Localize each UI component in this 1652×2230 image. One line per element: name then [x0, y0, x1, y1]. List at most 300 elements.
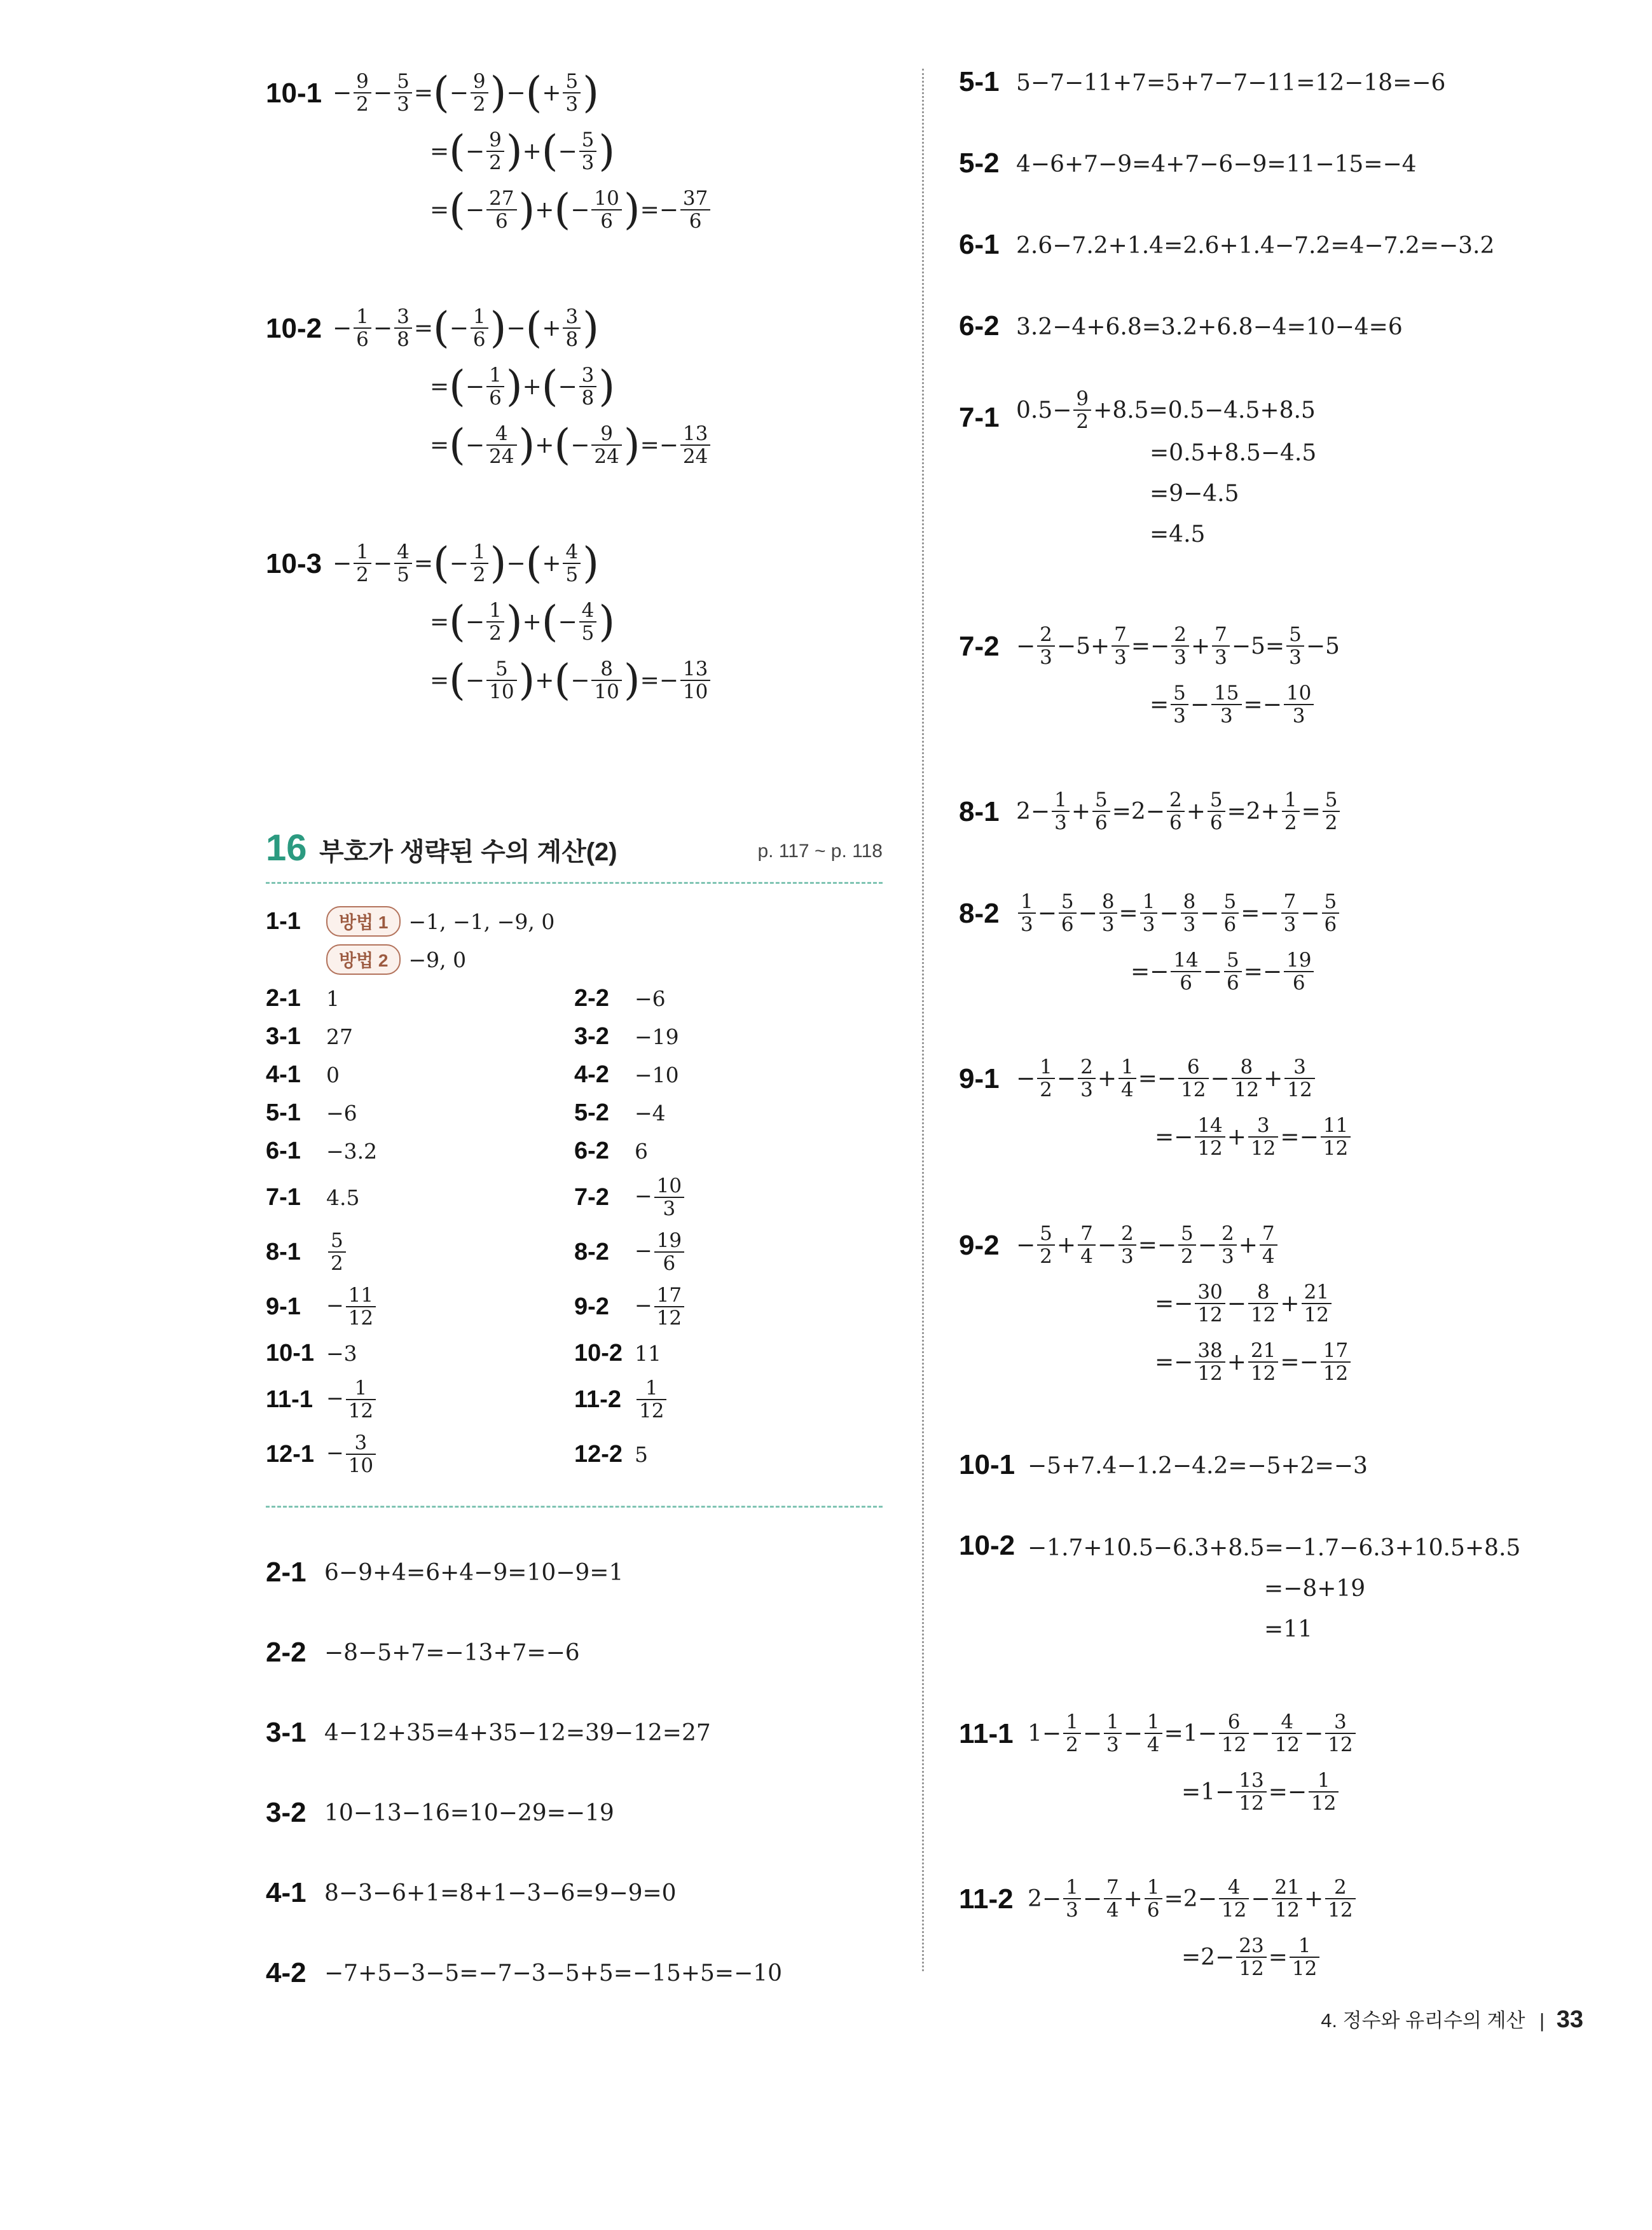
problem-label: 10-1 [266, 78, 322, 109]
fraction [680, 658, 710, 703]
equation-line [959, 1274, 1353, 1333]
math-text: − [1300, 900, 1320, 926]
denominator: 3 [1181, 912, 1199, 935]
answer-value [635, 1175, 686, 1220]
math-text: − [506, 79, 526, 106]
math-text: − [373, 315, 393, 341]
denominator: 5 [394, 563, 412, 586]
equation-line [959, 432, 1316, 473]
right-paren: ) [506, 362, 523, 411]
answer-cell [574, 1279, 686, 1334]
fraction [354, 71, 371, 115]
math-text: −5 [1305, 633, 1340, 659]
section-divider-bottom [266, 1506, 883, 1508]
answer-row [266, 1372, 883, 1427]
answer-cell [266, 1334, 357, 1372]
fraction [1236, 1770, 1266, 1814]
numerator: 23 [1239, 1934, 1264, 1957]
math-text: + [1280, 1290, 1300, 1317]
equation-line [266, 64, 712, 122]
equation: 6−9+4=6+4−9=10−9=1 [324, 1559, 624, 1586]
equation-line [959, 675, 1340, 734]
math-text: − [1210, 1065, 1230, 1092]
right-paren: ) [623, 185, 640, 234]
denominator: 3 [1078, 1078, 1096, 1101]
math-text: =− [1138, 1065, 1177, 1092]
numerator: 4 [495, 422, 508, 445]
math-text: =− [1138, 1232, 1177, 1258]
numerator: 3 [565, 305, 579, 328]
equation [959, 1869, 1358, 1986]
denominator: 6 [591, 209, 621, 232]
answer-value [326, 1230, 348, 1274]
right-paren: ) [490, 68, 507, 117]
answer-cell [574, 1132, 648, 1170]
math-text: − [1078, 900, 1098, 926]
denominator: 3 [1219, 1244, 1237, 1267]
math-text: = [1301, 798, 1321, 825]
math-text: =− [1280, 1124, 1319, 1150]
problem-label: 7-2 [574, 1183, 609, 1211]
math-text: −10 [635, 1062, 679, 1087]
problem-label: 5-2 [574, 1099, 609, 1126]
problem-label: 8-1 [266, 1238, 301, 1265]
method-row-2 [266, 940, 883, 979]
answer-cell [266, 1017, 353, 1056]
denominator: 3 [1063, 1898, 1081, 1921]
math-text: − [1227, 1290, 1246, 1317]
fraction [1321, 1340, 1351, 1384]
math-text: = [430, 609, 450, 635]
denominator: 12 [637, 1399, 666, 1422]
numerator: 13 [1239, 1768, 1264, 1792]
math-text: + [522, 138, 542, 165]
method-2-badge: 방법 2 [326, 944, 401, 975]
answer-row [266, 1017, 883, 1056]
numerator: 1 [1142, 890, 1155, 913]
equation-line [959, 226, 1494, 265]
numerator: 14 [1173, 948, 1199, 972]
math-text: − [449, 79, 469, 106]
fraction [394, 541, 412, 586]
fraction [1224, 949, 1242, 994]
numerator: 1 [356, 305, 369, 328]
math-text: = [413, 79, 433, 106]
answer-cell [266, 1427, 378, 1482]
fraction [1286, 624, 1304, 668]
equation [959, 308, 1403, 346]
math-text: − [1190, 691, 1210, 718]
answer-cell [574, 1017, 679, 1056]
math-text: 4.5 [326, 1185, 360, 1210]
numerator: 3 [354, 1431, 368, 1454]
math-text: −3.2 [326, 1138, 378, 1164]
math-text: =0.5+8.5−4.5 [1150, 439, 1317, 466]
fraction [1104, 1876, 1122, 1921]
equation [959, 145, 1417, 183]
fraction [1284, 1056, 1314, 1101]
denominator: 12 [1219, 1733, 1249, 1756]
answer-cell [574, 979, 666, 1017]
fraction [680, 188, 710, 232]
left-paren: ( [541, 362, 558, 411]
equation [959, 1527, 1520, 1649]
denominator: 10 [346, 1454, 376, 1476]
section-divider-top [266, 882, 883, 884]
problem-label: 7-1 [266, 1183, 301, 1211]
denominator: 2 [1282, 811, 1300, 834]
math-text: =− [1131, 958, 1169, 985]
problem-label: 10-1 [266, 1339, 315, 1366]
page-number: 33 [1556, 2006, 1583, 2033]
right-paren: ) [490, 303, 507, 352]
math-text: + [535, 667, 554, 694]
right-paren: ) [518, 420, 535, 469]
left-paren: ( [541, 597, 558, 646]
footer-separator: | [1539, 2009, 1545, 2032]
problem-label: 6-2 [959, 310, 1000, 341]
math-text: − [1016, 633, 1036, 659]
denominator: 3 [654, 1197, 684, 1220]
answer-rows [266, 979, 883, 1482]
numerator: 7 [1262, 1222, 1275, 1245]
fraction [1272, 1711, 1302, 1756]
denominator: 3 [1037, 645, 1055, 668]
denominator: 12 [346, 1399, 376, 1422]
method-1-badge: 방법 1 [326, 906, 401, 937]
denominator: 6 [1171, 971, 1201, 994]
quick-answers [266, 903, 883, 1482]
math-text: − [333, 550, 352, 577]
answer-value [635, 1024, 679, 1049]
right-paren: ) [490, 539, 507, 588]
equation [266, 64, 712, 239]
math-text: − [1197, 1232, 1217, 1258]
answer-value [635, 1377, 668, 1422]
denominator: 3 [1212, 645, 1230, 668]
math-text: − [373, 79, 393, 106]
equation [959, 226, 1494, 265]
math-text: 2− [1016, 798, 1050, 825]
right-paren: ) [506, 127, 523, 176]
fraction [1018, 891, 1036, 935]
math-text: − [1097, 1232, 1117, 1258]
problem-label: 10-2 [574, 1339, 623, 1366]
denominator: 8 [394, 327, 412, 350]
problem-label: 11-1 [959, 1718, 1014, 1749]
math-text: + [1097, 1065, 1117, 1092]
answer-value [635, 1284, 686, 1329]
problem-label: 5-2 [959, 148, 1000, 179]
equation-line [959, 145, 1417, 183]
denominator: 2 [1323, 811, 1340, 834]
math-text: + [1123, 1885, 1143, 1912]
fraction [1167, 789, 1185, 834]
fraction [1119, 1223, 1136, 1267]
math-text: = [1150, 691, 1169, 718]
math-text: =− [1241, 900, 1279, 926]
denominator: 12 [1309, 1791, 1339, 1814]
equation: 8−3−6+1=8+1−3−6=9−9=0 [324, 1880, 677, 1906]
math-text: − [449, 315, 469, 341]
problem-label: 11-2 [574, 1386, 621, 1413]
math-text: + [1238, 1232, 1258, 1258]
math-text: − [1016, 1065, 1036, 1092]
fraction [1140, 891, 1158, 935]
equation-line [959, 1049, 1353, 1108]
equation-line [959, 1763, 1358, 1821]
answer-cell [266, 1056, 340, 1094]
numerator: 37 [682, 186, 708, 210]
numerator: 1 [1040, 1055, 1052, 1078]
fraction [486, 600, 504, 644]
fraction [1325, 1711, 1355, 1756]
answer-row [266, 1279, 883, 1334]
numerator: 1 [1146, 1710, 1160, 1733]
problem-label: 3-1 [266, 1022, 301, 1050]
fraction [1322, 891, 1340, 935]
numerator: 1 [472, 305, 486, 328]
denominator: 24 [591, 444, 621, 467]
problem-label: 7-1 [959, 402, 1000, 433]
fraction [1325, 1876, 1355, 1921]
answer-cell [326, 940, 466, 979]
fraction [1112, 624, 1129, 668]
fraction [1073, 388, 1091, 432]
math-text: =2− [1164, 1885, 1217, 1912]
equation-line [959, 1108, 1353, 1166]
numerator: 4 [565, 540, 579, 563]
numerator: 1 [1106, 1710, 1119, 1733]
answer-cell [574, 1170, 686, 1225]
fraction [591, 188, 621, 232]
numerator: 5 [1061, 890, 1074, 913]
math-text: + [1056, 1232, 1077, 1258]
math-text: − [635, 1293, 652, 1318]
fraction [1219, 1876, 1249, 1921]
fraction [1248, 1115, 1278, 1159]
math-text: − [465, 373, 485, 400]
denominator: 3 [563, 92, 581, 115]
problem-label: 1-1 [266, 907, 301, 935]
answer-cell [266, 903, 554, 940]
numerator: 13 [682, 422, 708, 445]
section-header [266, 827, 883, 878]
math-text: − [449, 550, 469, 577]
math-text: − [1016, 1232, 1036, 1258]
math-text: = [430, 196, 450, 223]
denominator: 3 [1171, 645, 1189, 668]
numerator: 8 [1101, 890, 1115, 913]
fraction [486, 423, 516, 467]
numerator: 5 [1094, 788, 1108, 811]
numerator: 8 [1256, 1280, 1270, 1304]
problem-label: 6-2 [574, 1137, 609, 1164]
fraction [1248, 1281, 1278, 1326]
answer-cell [574, 1056, 679, 1094]
denominator: 6 [1224, 971, 1242, 994]
answer-value [326, 1377, 378, 1422]
denominator: 12 [1219, 1898, 1249, 1921]
math-text: 27 [326, 1024, 353, 1049]
math-text: = [430, 432, 450, 458]
equation [959, 782, 1342, 841]
fraction [486, 658, 516, 703]
problem-label: 4-1 [266, 1877, 306, 1908]
math-text: =− [1268, 1779, 1307, 1805]
numerator: 9 [1076, 387, 1089, 410]
page-footer [1321, 2004, 1583, 2034]
problem-label: 11-1 [266, 1386, 313, 1413]
math-text: − [1082, 1720, 1102, 1747]
problem-label: 4-2 [266, 1957, 306, 1988]
answer-value [326, 1432, 378, 1476]
math-text: − [1123, 1720, 1143, 1747]
chapter-title: 4. 정수와 유리수의 계산 [1321, 2009, 1525, 2032]
problem-label: 3-2 [574, 1022, 609, 1050]
numerator: 2 [1040, 623, 1052, 646]
solution-3-1 [266, 1693, 883, 1773]
numerator: 38 [1197, 1339, 1223, 1362]
denominator: 12 [1325, 1733, 1355, 1756]
math-text: =1− [1164, 1720, 1217, 1747]
math-text: − [506, 550, 526, 577]
fraction [354, 306, 371, 350]
math-text: − [558, 138, 577, 165]
equation: −8−5+7=−13+7=−6 [324, 1639, 580, 1666]
numerator: 5 [397, 69, 410, 93]
denominator: 6 [680, 209, 710, 232]
fraction [579, 364, 597, 409]
left-paren: ( [432, 303, 450, 352]
answer-row [266, 1056, 883, 1094]
numerator: 10 [656, 1174, 682, 1197]
answer-cell [266, 1372, 378, 1427]
denominator: 2 [354, 92, 371, 115]
answer-value [326, 1024, 353, 1049]
numerator: 1 [1317, 1768, 1330, 1792]
denominator: 12 [1321, 1136, 1351, 1159]
math-text: − [1251, 1720, 1270, 1747]
math-text: 6 [635, 1138, 648, 1164]
equation-line [959, 388, 1316, 432]
problem-label: 2-1 [266, 1557, 306, 1588]
math-text: − [1251, 1885, 1270, 1912]
math-text: + [542, 315, 561, 341]
equation-line [959, 1527, 1520, 1568]
fraction [486, 129, 504, 174]
numerator: 5 [1040, 1222, 1052, 1245]
numerator: 30 [1197, 1280, 1223, 1304]
math-text: − [373, 550, 393, 577]
denominator: 12 [1248, 1361, 1278, 1384]
numerator: 11 [348, 1283, 374, 1307]
math-text: − [1304, 1720, 1324, 1747]
numerator: 5 [1325, 788, 1338, 811]
numerator: 8 [1240, 1055, 1253, 1078]
fraction [1052, 789, 1070, 834]
right-paren: ) [598, 597, 616, 646]
fraction [1290, 1935, 1319, 1979]
math-text: − [326, 1386, 344, 1410]
right-paren: ) [582, 68, 599, 117]
denominator: 3 [1284, 704, 1314, 727]
math-text: =2− [1112, 798, 1165, 825]
math-text: + [535, 196, 554, 223]
denominator: 6 [1284, 971, 1314, 994]
equation [266, 534, 712, 710]
math-text: =− [1155, 1124, 1194, 1150]
fraction [346, 1377, 376, 1422]
denominator: 12 [1290, 1957, 1319, 1979]
method-row-1 [266, 903, 883, 940]
fraction [1037, 624, 1055, 668]
numerator: 2 [1174, 623, 1187, 646]
equation [959, 1447, 1368, 1485]
right-paren: ) [582, 539, 599, 588]
equation-line [959, 308, 1403, 346]
denominator: 3 [1112, 645, 1129, 668]
numerator: 3 [1333, 1710, 1347, 1733]
answer-value [326, 1185, 359, 1210]
fraction [563, 306, 581, 350]
left-paren: ( [449, 362, 465, 411]
denominator: 2 [486, 151, 504, 174]
fraction [1063, 1711, 1081, 1756]
problem-label: 11-2 [959, 1883, 1014, 1915]
numerator: 5 [495, 657, 508, 680]
math-text: 5 [635, 1442, 648, 1467]
numerator: 1 [1146, 1875, 1160, 1899]
solution-2-1 [266, 1532, 883, 1613]
numerator: 3 [581, 363, 595, 387]
math-text: − [465, 667, 485, 694]
answer-value [326, 1341, 357, 1366]
answer-cell [266, 1170, 359, 1225]
math-text: =− [1155, 1349, 1194, 1375]
math-text: +8.5=0.5−4.5+8.5 [1093, 397, 1316, 423]
equation: −7+5−3−5=−7−3−5+5=−15+5=−10 [324, 1960, 783, 1986]
fraction [579, 129, 597, 174]
numerator: 1 [1284, 788, 1297, 811]
math-text: = [413, 550, 433, 577]
denominator: 12 [1302, 1303, 1332, 1326]
equation-line [266, 181, 712, 239]
equation-line [959, 1333, 1353, 1391]
fraction [563, 541, 581, 586]
numerator: 5 [1289, 623, 1302, 646]
math-text: −6 [635, 986, 666, 1011]
fraction [1178, 1223, 1196, 1267]
problem-label: 10-3 [266, 548, 322, 579]
denominator: 6 [1322, 912, 1340, 935]
equation [959, 1216, 1353, 1391]
equation [959, 64, 1445, 102]
fraction [1272, 1876, 1302, 1921]
math-text: =11 [1264, 1616, 1312, 1642]
fraction [1232, 1056, 1262, 1101]
fraction [394, 306, 412, 350]
equation [959, 1704, 1358, 1821]
denominator: 8 [563, 327, 581, 350]
denominator: 6 [354, 327, 371, 350]
solution-3-2 [266, 1773, 883, 1853]
left-paren: ( [554, 420, 571, 469]
denominator: 10 [680, 680, 710, 703]
fraction [1059, 891, 1077, 935]
denominator: 12 [1195, 1361, 1225, 1384]
denominator: 6 [1208, 811, 1225, 834]
